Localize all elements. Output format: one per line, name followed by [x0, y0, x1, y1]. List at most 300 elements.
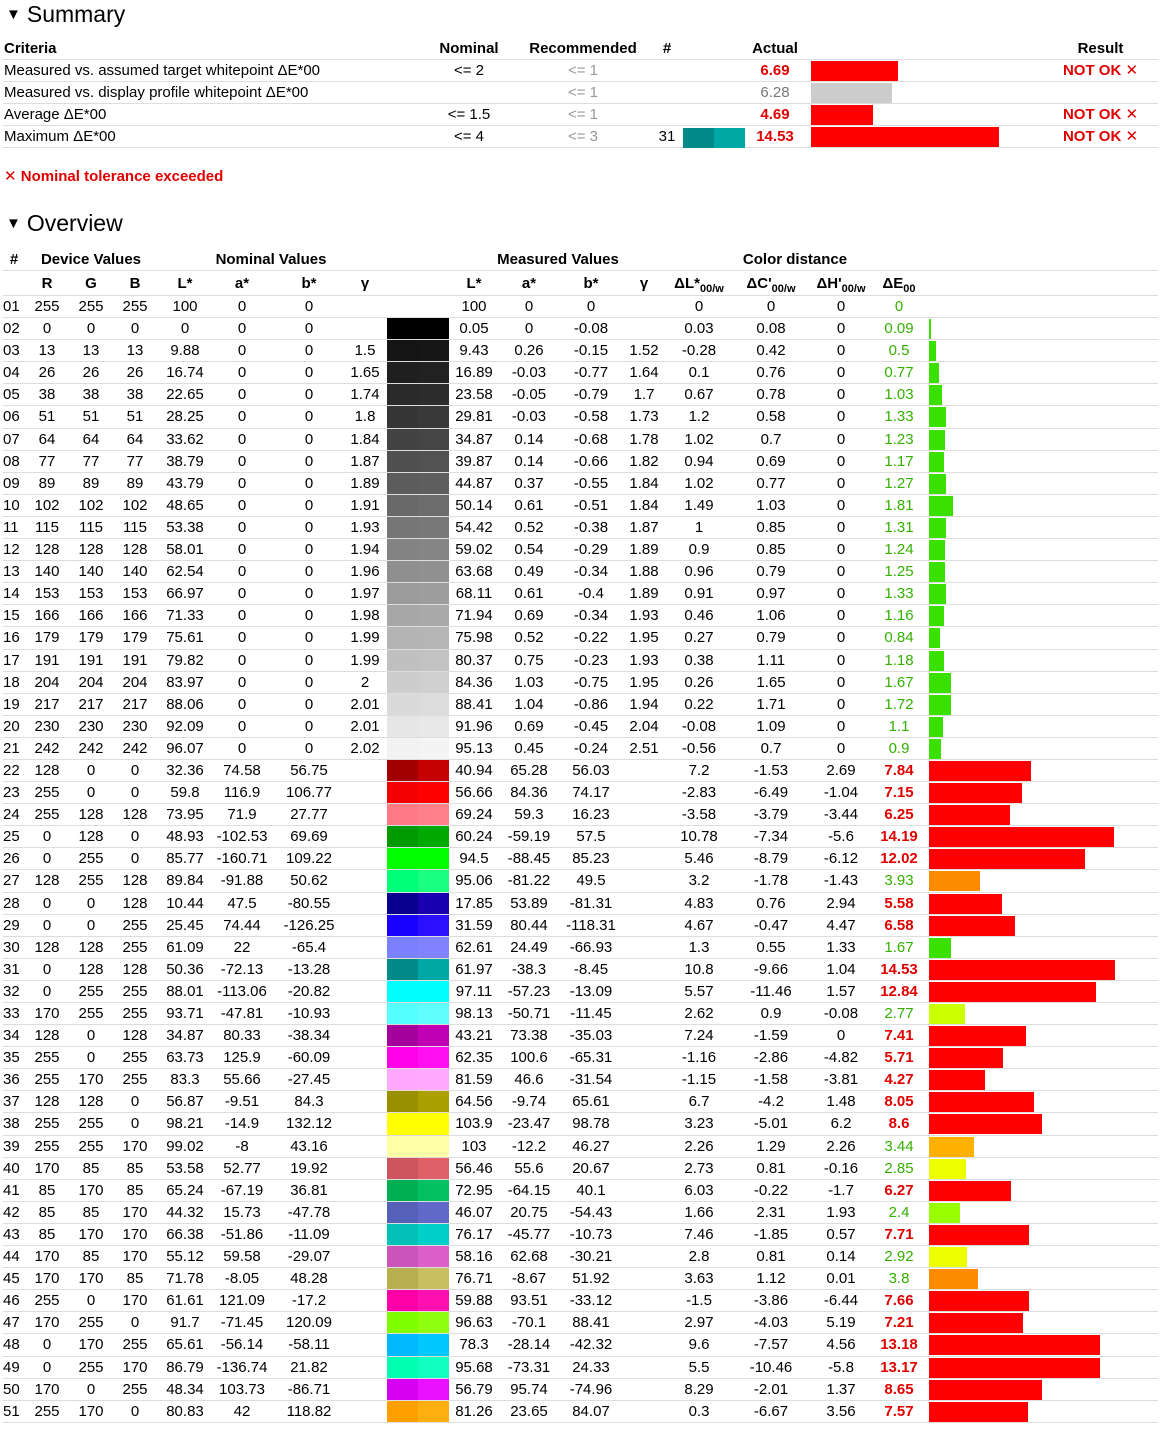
- nominal-a: -91.88: [220, 872, 264, 890]
- summary-row: [3, 126, 1158, 148]
- nominal-b: -126.25: [283, 916, 335, 934]
- device-r: 170: [34, 1380, 60, 1398]
- nominal-a: 22: [233, 938, 251, 956]
- delta-c: 1.11: [756, 651, 786, 669]
- row-index: 20: [3, 717, 20, 735]
- delta-h: 0.14: [826, 1248, 856, 1266]
- device-r: 170: [34, 1270, 60, 1288]
- delta-l: -0.08: [681, 717, 717, 735]
- measured-b: 20.67: [572, 1159, 610, 1177]
- delta-h: 0: [836, 342, 846, 360]
- delta-l: 4.83: [684, 894, 714, 912]
- nominal-l: 92.09: [166, 717, 204, 735]
- measured-a: 46.6: [514, 1071, 544, 1089]
- measured-a: -0.05: [511, 386, 547, 404]
- measured-b: -118.31: [566, 916, 616, 934]
- recommended-value: <= 1: [567, 106, 599, 123]
- delta-c: -1.59: [753, 1027, 789, 1045]
- delta-l: 0.91: [684, 585, 714, 603]
- delta-h: 1.93: [826, 1203, 856, 1221]
- delta-e: 5.58: [884, 894, 914, 912]
- device-g: 51: [82, 408, 100, 426]
- device-r: 85: [38, 1203, 56, 1221]
- device-g: 170: [78, 1336, 104, 1354]
- device-b: 255: [122, 938, 148, 956]
- row-index: 18: [3, 673, 20, 691]
- measured-color-swatch: [387, 1069, 449, 1090]
- device-r: 170: [34, 1248, 60, 1266]
- device-b: 170: [122, 1137, 148, 1155]
- delta-e-bar: [929, 1247, 967, 1267]
- measured-l: 31.59: [455, 916, 493, 934]
- delta-l: 5.5: [688, 1358, 710, 1376]
- delta-e: 2.85: [884, 1159, 914, 1177]
- measured-color-swatch: [387, 1290, 449, 1311]
- measured-gamma: 1.78: [629, 430, 659, 448]
- criteria-label: Measured vs. display profile whitepoint ΔE*00: [4, 84, 309, 101]
- device-b: 128: [122, 541, 148, 559]
- measured-a: 0.69: [514, 717, 544, 735]
- nominal-l: 58.01: [166, 541, 204, 559]
- delta-e: 1.31: [884, 518, 914, 536]
- delta-e-bar: [929, 1004, 965, 1024]
- delta-e-bar: [929, 695, 951, 715]
- measured-color-swatch: [387, 760, 449, 781]
- measured-color-swatch: [387, 340, 449, 361]
- measured-color-swatch: [387, 1224, 449, 1245]
- measured-b: 40.1: [576, 1181, 606, 1199]
- measured-color-swatch: [387, 583, 449, 604]
- overview-row: [3, 915, 1158, 937]
- device-g: 255: [78, 298, 104, 315]
- header-nominal-a: a*: [234, 275, 250, 292]
- measured-gamma: 1.93: [629, 651, 659, 669]
- measured-a: 1.04: [514, 695, 544, 713]
- nominal-b: 36.81: [290, 1181, 328, 1199]
- nominal-a: 121.09: [219, 1292, 265, 1310]
- criteria-label: Average ΔE*00: [4, 106, 107, 123]
- delta-e: 14.53: [880, 960, 918, 978]
- device-r: 0: [42, 850, 52, 868]
- device-b: 166: [122, 607, 148, 625]
- measured-gamma: 1.94: [629, 695, 659, 713]
- delta-e-bar: [929, 1380, 1042, 1400]
- device-b: 85: [126, 1159, 144, 1177]
- row-index: 42: [3, 1203, 20, 1221]
- measured-l: 100: [461, 298, 487, 315]
- overview-row: [3, 959, 1158, 981]
- nominal-l: 63.73: [166, 1049, 204, 1067]
- delta-l: 0.03: [684, 320, 714, 338]
- nominal-a: 0: [237, 629, 247, 647]
- device-b: 255: [122, 1049, 148, 1067]
- measured-color-swatch: [387, 1357, 449, 1378]
- nominal-b: 56.75: [290, 761, 328, 779]
- device-r: 0: [42, 982, 52, 1000]
- measured-b: -0.34: [573, 607, 609, 625]
- measured-a: -88.45: [507, 850, 551, 868]
- delta-e-bar: [929, 849, 1085, 869]
- nominal-b: -65.4: [291, 938, 327, 956]
- delta-l: -1.15: [681, 1071, 717, 1089]
- count-value: 31: [658, 128, 676, 145]
- nominal-a: 59.58: [223, 1248, 261, 1266]
- delta-e-bar: [929, 430, 945, 450]
- measured-b: -0.68: [573, 430, 609, 448]
- nominal-a: 0: [237, 474, 247, 492]
- nominal-a: -113.06: [217, 982, 267, 1000]
- delta-l: -2.83: [681, 784, 717, 802]
- nominal-l: 32.36: [166, 761, 204, 779]
- device-r: 51: [38, 408, 56, 426]
- nominal-a: 0: [237, 342, 247, 360]
- delta-c: -6.67: [753, 1402, 789, 1420]
- device-r: 170: [34, 1005, 60, 1022]
- measured-color-swatch: [387, 1136, 449, 1157]
- delta-e: 13.17: [880, 1358, 918, 1376]
- measured-l: 54.42: [455, 518, 493, 536]
- device-r: 255: [34, 1292, 60, 1310]
- delta-h: 0: [836, 386, 846, 404]
- nominal-l: 50.36: [166, 960, 204, 978]
- device-r: 0: [42, 916, 52, 934]
- delta-e-bar: [929, 1137, 974, 1157]
- measured-l: 43.21: [455, 1027, 493, 1045]
- measured-gamma: 1.82: [629, 452, 659, 470]
- delta-c: 1.65: [756, 673, 786, 691]
- row-index: 45: [3, 1270, 20, 1288]
- device-r: 255: [34, 1071, 60, 1089]
- measured-l: 0.05: [459, 320, 489, 338]
- overview-row: [3, 694, 1158, 716]
- delta-c: -1.78: [753, 872, 789, 890]
- device-r: 217: [34, 695, 60, 713]
- nominal-b: 120.09: [286, 1314, 332, 1332]
- measured-l: 29.81: [455, 408, 493, 426]
- device-b: 128: [122, 872, 148, 890]
- nominal-b: 0: [304, 452, 314, 470]
- delta-e-bar: [929, 628, 940, 648]
- actual-value: 6.69: [760, 62, 790, 79]
- measured-b: -0.45: [573, 717, 609, 735]
- delta-e-bar: [929, 673, 951, 693]
- measured-l: 72.95: [455, 1181, 493, 1199]
- measured-a: 0.14: [514, 452, 544, 470]
- overview-row: [3, 473, 1158, 495]
- device-b: 85: [126, 1270, 144, 1288]
- delta-l: 5.57: [684, 982, 714, 1000]
- measured-a: 23.65: [510, 1402, 548, 1420]
- measured-l: 9.43: [459, 342, 489, 360]
- delta-e: 2.92: [884, 1248, 914, 1266]
- row-index: 22: [3, 761, 20, 779]
- device-b: 255: [122, 982, 148, 1000]
- measured-l: 94.5: [459, 850, 489, 868]
- measured-a: 0.61: [514, 585, 544, 603]
- measured-color-swatch: [387, 959, 449, 980]
- measured-b: 98.78: [572, 1115, 610, 1133]
- delta-h: 2.69: [826, 761, 856, 779]
- nominal-a: -67.19: [220, 1181, 264, 1199]
- delta-l: 8.29: [684, 1380, 714, 1398]
- device-r: 115: [35, 518, 59, 536]
- nominal-b: 27.77: [290, 806, 328, 824]
- nominal-b: 0: [304, 408, 314, 426]
- nominal-gamma: 1.94: [350, 541, 380, 559]
- measured-l: 64.56: [455, 1093, 493, 1111]
- delta-l: 2.73: [684, 1159, 714, 1177]
- delta-h: 0: [836, 739, 846, 757]
- recommended-value: <= 1: [567, 62, 599, 79]
- row-index: 39: [3, 1137, 20, 1155]
- delta-e: 7.71: [884, 1225, 914, 1243]
- criteria-label: Maximum ΔE*00: [4, 128, 116, 145]
- device-r: 128: [34, 938, 60, 956]
- overview-row: [3, 1091, 1158, 1113]
- nominal-l: 33.62: [166, 430, 204, 448]
- nominal-gamma: 2: [360, 673, 370, 691]
- measured-a: 0.54: [514, 541, 544, 559]
- measured-gamma: 1.84: [629, 474, 659, 492]
- measured-l: 95.06: [455, 872, 493, 890]
- device-r: 191: [34, 651, 60, 669]
- delta-h: -3.44: [823, 806, 859, 824]
- delta-c: -4.2: [758, 1093, 784, 1111]
- measured-color-swatch: [387, 738, 449, 759]
- delta-e: 8.65: [884, 1380, 914, 1398]
- device-g: 0: [86, 1049, 96, 1067]
- nominal-a: -102.53: [216, 828, 268, 846]
- delta-h: -3.81: [823, 1071, 859, 1089]
- nominal-gamma: 2.01: [350, 695, 380, 713]
- overview-row: [3, 561, 1158, 583]
- delta-e-bar: [929, 651, 944, 671]
- nominal-l: 38.79: [166, 452, 204, 470]
- delta-e: 1.72: [884, 695, 914, 713]
- nominal-a: -8: [235, 1137, 249, 1155]
- device-b: 26: [126, 364, 144, 382]
- nominal-a: 74.44: [223, 916, 261, 934]
- device-b: 255: [122, 298, 148, 315]
- device-g: 255: [78, 1115, 104, 1133]
- nominal-a: 116.9: [223, 784, 261, 802]
- overview-row: [3, 1069, 1158, 1091]
- measured-color-swatch: [387, 848, 449, 869]
- overview-section-toggle[interactable]: [6, 210, 123, 237]
- delta-e: 7.57: [884, 1402, 914, 1420]
- measured-a: -9.74: [511, 1093, 547, 1111]
- measured-l: 56.46: [455, 1159, 493, 1177]
- measured-a: 0.45: [514, 739, 544, 757]
- device-b: 140: [122, 563, 148, 581]
- measured-l: 69.24: [455, 806, 493, 824]
- nominal-gamma: 1.74: [350, 386, 380, 404]
- device-r: 85: [38, 1225, 56, 1243]
- row-index: 07: [3, 430, 20, 448]
- overview-row: [3, 1003, 1158, 1025]
- device-g: 255: [78, 1314, 104, 1332]
- device-r: 170: [34, 1314, 60, 1332]
- delta-l: 6.7: [688, 1093, 710, 1111]
- nominal-l: 71.33: [166, 607, 204, 625]
- nominal-b: 0: [304, 651, 314, 669]
- measured-color-swatch: [387, 561, 449, 582]
- delta-e: 1.25: [884, 563, 914, 581]
- nominal-a: 47.5: [227, 894, 257, 912]
- measured-l: 62.35: [455, 1049, 493, 1067]
- device-g: 128: [78, 806, 104, 824]
- nominal-l: 89.84: [166, 872, 204, 890]
- measured-l: 40.94: [455, 761, 493, 779]
- delta-e-bar: [929, 606, 944, 626]
- measured-color-swatch: [387, 384, 449, 405]
- measured-color-swatch: [387, 1091, 449, 1112]
- delta-e: 12.84: [880, 982, 918, 1000]
- nominal-b: 0: [304, 695, 314, 713]
- row-index: 16: [3, 629, 20, 647]
- nominal-b: 84.3: [294, 1093, 324, 1111]
- overview-row: [3, 517, 1158, 539]
- measured-l: 17.85: [455, 894, 493, 912]
- device-g: 153: [78, 585, 104, 603]
- measured-color-swatch: [387, 893, 449, 914]
- device-r: 0: [42, 1358, 52, 1376]
- measured-a: 0.75: [514, 651, 544, 669]
- device-g: 0: [86, 1027, 96, 1045]
- measured-color-swatch: [387, 1113, 449, 1134]
- measured-b: -74.96: [569, 1380, 613, 1398]
- nominal-l: 66.97: [166, 585, 204, 603]
- measured-b: -0.77: [573, 364, 609, 382]
- row-index: 25: [3, 828, 20, 846]
- nominal-b: -10.93: [287, 1005, 331, 1022]
- delta-e: 1.16: [884, 607, 914, 625]
- delta-e: 6.27: [884, 1181, 914, 1199]
- overview-row: [3, 981, 1158, 1003]
- delta-h: -6.44: [823, 1292, 859, 1310]
- delta-h: 1.57: [826, 982, 856, 1000]
- overview-row: [3, 1312, 1158, 1334]
- device-b: 38: [126, 386, 144, 404]
- device-b: 170: [122, 1248, 148, 1266]
- delta-c: -7.57: [753, 1336, 789, 1354]
- measured-color-swatch: [387, 318, 449, 339]
- delta-l: 1.02: [684, 430, 714, 448]
- nominal-a: -160.71: [216, 850, 268, 868]
- measured-color-swatch: [387, 672, 449, 693]
- nominal-b: 0: [304, 739, 314, 757]
- delta-h: 0: [836, 585, 846, 603]
- nominal-l: 79.82: [166, 651, 204, 669]
- measured-a: -28.14: [507, 1336, 551, 1354]
- delta-l: 0.96: [684, 563, 714, 581]
- measured-b: -0.86: [573, 695, 609, 713]
- measured-l: 46.07: [455, 1203, 493, 1221]
- nominal-gamma: 2.02: [350, 739, 380, 757]
- delta-l: 0.94: [684, 452, 714, 470]
- overview-row: [3, 605, 1158, 627]
- delta-l: 1.3: [688, 938, 710, 956]
- overview-row: [3, 716, 1158, 738]
- header-nominal-b: b*: [301, 275, 317, 292]
- nominal-b: -38.34: [287, 1027, 331, 1045]
- nominal-l: 99.02: [166, 1137, 204, 1155]
- group-nominal-values: Nominal Values: [215, 251, 327, 268]
- delta-e: 1.17: [884, 452, 914, 470]
- measured-l: 44.87: [455, 474, 493, 492]
- delta-h: 3.56: [826, 1402, 856, 1420]
- summary-row: [3, 104, 1158, 126]
- device-g: 0: [86, 1380, 96, 1398]
- summary-section-toggle[interactable]: [6, 1, 125, 28]
- measured-a: 100.6: [510, 1049, 548, 1067]
- delta-h: 0: [836, 320, 846, 338]
- measured-a: 20.75: [510, 1203, 548, 1221]
- measured-b: -0.58: [573, 408, 609, 426]
- measured-l: 91.96: [455, 717, 493, 735]
- nominal-l: 73.95: [166, 806, 204, 824]
- delta-e: 6.25: [884, 806, 914, 824]
- delta-c: -10.46: [749, 1358, 793, 1376]
- group-device-values: Device Values: [40, 251, 142, 268]
- measured-b: 16.23: [572, 806, 610, 824]
- delta-h: 0: [836, 695, 846, 713]
- overview-row: [3, 848, 1158, 870]
- tolerance-warning: ✕ Nominal tolerance exceeded: [4, 168, 224, 185]
- row-index: 32: [3, 982, 20, 1000]
- row-index: 03: [3, 342, 20, 360]
- delta-c: 0.76: [756, 894, 786, 912]
- delta-c: 0.08: [756, 320, 786, 338]
- measured-color-swatch: [387, 517, 449, 538]
- measured-color-swatch: [387, 981, 449, 1002]
- device-r: 166: [34, 607, 60, 625]
- nominal-b: 0: [304, 541, 314, 559]
- measured-a: -8.67: [511, 1270, 547, 1288]
- color-swatch: [683, 128, 745, 148]
- measured-color-swatch: [387, 296, 449, 317]
- nominal-b: 0: [304, 320, 314, 338]
- nominal-b: 0: [304, 585, 314, 603]
- measured-l: 88.41: [455, 695, 493, 713]
- device-g: 128: [78, 938, 104, 956]
- measured-gamma: 2.04: [629, 717, 659, 735]
- nominal-a: 52.77: [223, 1159, 261, 1177]
- delta-h: 0: [836, 474, 846, 492]
- nominal-value: <= 4: [453, 128, 485, 145]
- header-delta-l: $\Delta L*_{00/w}$: [674, 275, 724, 295]
- measured-l: 59.88: [455, 1292, 493, 1310]
- delta-h: -6.12: [823, 850, 859, 868]
- header-nominal: Nominal: [439, 40, 499, 57]
- delta-l: 0.46: [684, 607, 714, 625]
- measured-color-swatch: [387, 1158, 449, 1179]
- delta-h: 0: [836, 518, 846, 536]
- nominal-l: 16.74: [166, 364, 204, 382]
- nominal-b: 0: [304, 673, 314, 691]
- nominal-gamma: 1.97: [350, 585, 380, 603]
- nominal-gamma: 1.99: [350, 629, 380, 647]
- measured-color-swatch: [387, 473, 449, 494]
- device-r: 255: [34, 806, 60, 824]
- measured-b: -0.51: [573, 496, 609, 514]
- nominal-a: 125.9: [223, 1049, 261, 1067]
- delta-c: 0.69: [756, 452, 786, 470]
- measured-a: 53.89: [510, 894, 548, 912]
- actual-value: 4.69: [760, 106, 790, 123]
- measured-color-swatch: [387, 716, 449, 737]
- actual-bar: [811, 83, 892, 103]
